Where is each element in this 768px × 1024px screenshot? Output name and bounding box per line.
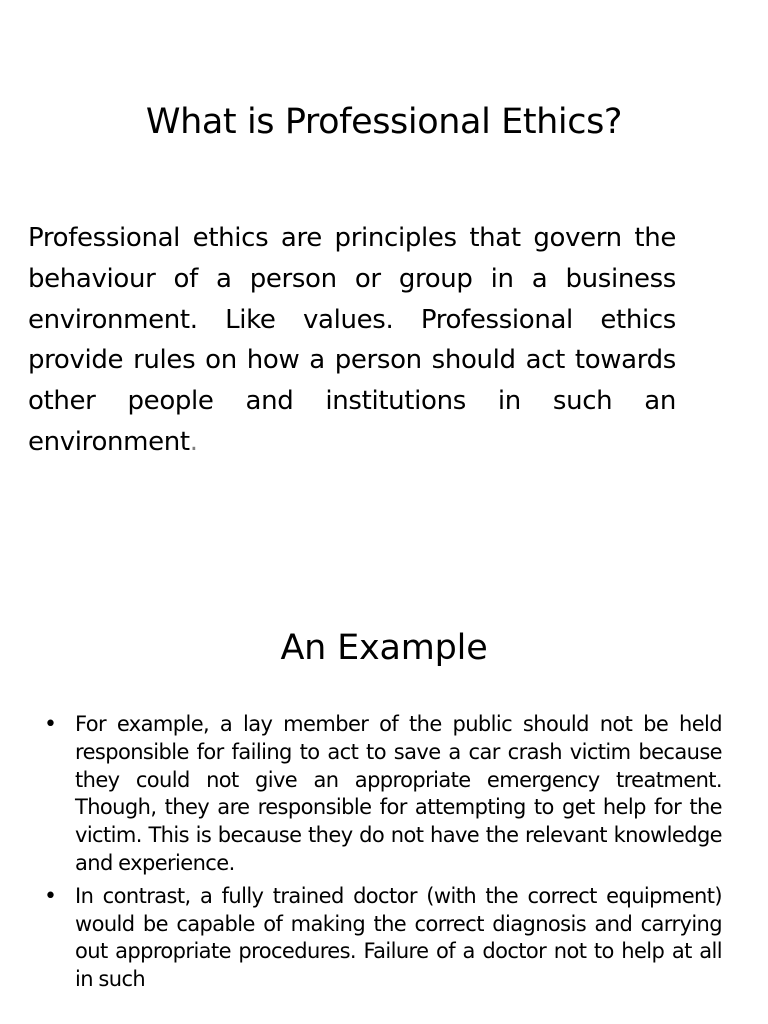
bullet-marker: • — [44, 883, 57, 909]
bullet-item — [44, 711, 722, 878]
definition-text: Professional ethics are principles that govern the behaviour of a person or group in a business environment. Like values. Professional ethics provide rules on how a person should act towards other people and institutions in such an environment — [28, 223, 676, 457]
bullet-item — [44, 883, 722, 994]
bullet-marker: • — [44, 712, 57, 737]
definition-end-period: . — [189, 426, 198, 457]
bullet-text: For example, a lay member of the public should not be held responsible for failing to act to save a car crash victim because they could not give an appropriate emergency treatment. Though, they are responsible for attempting to get help for the victim. This is because they do not have the relevant knowledge and experience. — [75, 712, 722, 875]
slide-an-example — [0, 590, 768, 1024]
bullet-list — [44, 711, 722, 999]
slide-title: An Example — [280, 628, 488, 668]
definition-paragraph — [28, 218, 676, 463]
bullet-text: In contrast, a fully trained doctor (with the correct equipment) would be capable of making the correct diagnosis and carrying out appropriate procedures. Failure of a doctor not to help at all in such — [75, 883, 722, 992]
slide-title: What is Professional Ethics? — [145, 102, 623, 142]
